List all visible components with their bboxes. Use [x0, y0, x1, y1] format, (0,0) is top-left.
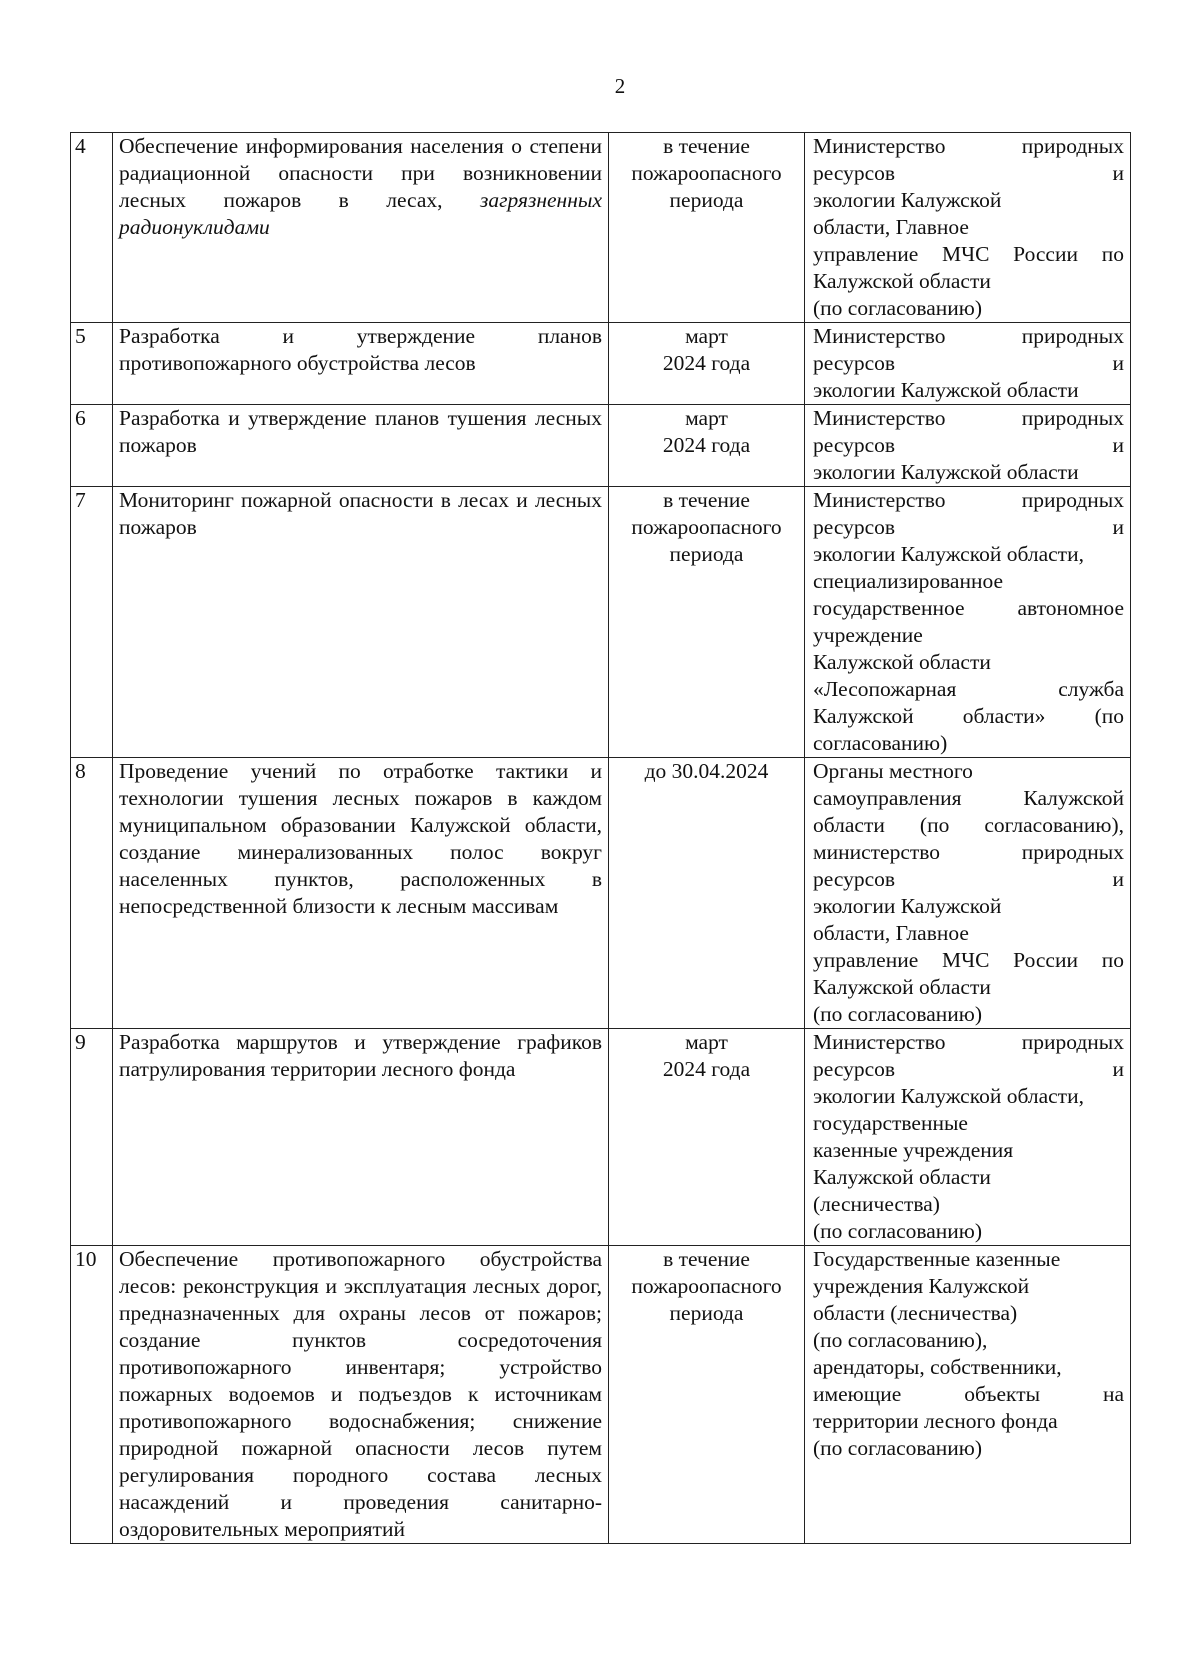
deadline-line: март	[685, 1030, 728, 1054]
responsible-line: области (лесничества)	[813, 1301, 1018, 1325]
responsible-party	[805, 323, 1131, 405]
deadline-line: 2024 года	[662, 351, 751, 375]
responsible-line: территории лесного фонда	[813, 1409, 1058, 1433]
task-text-italic: загрязненных радионуклидами	[119, 188, 602, 239]
row-number: 6	[71, 405, 113, 487]
task-description	[113, 1246, 609, 1544]
responsible-line: Калужской области	[813, 1165, 991, 1189]
responsible-line: экологии Калужской	[813, 188, 1002, 212]
responsible-line: учреждения Калужской	[813, 1274, 1030, 1298]
responsible-line: согласованию)	[813, 731, 948, 755]
table-row	[71, 487, 1131, 758]
task-description	[113, 133, 609, 323]
responsible-line: экологии Калужской области	[813, 460, 1079, 484]
responsible-line: области, Главное	[813, 215, 969, 239]
deadline-line: в течение	[663, 488, 750, 512]
row-number: 4	[71, 133, 113, 323]
responsible-line: учреждение	[813, 623, 923, 647]
responsible-line: (по согласованию)	[813, 1002, 983, 1026]
deadline-line: март	[685, 324, 728, 348]
table-row	[71, 758, 1131, 1029]
responsible-line: Министерство природных	[813, 488, 1124, 512]
activities-table	[70, 132, 1131, 1544]
responsible-line: специализированное	[813, 569, 1004, 593]
responsible-line: имеющие объекты на	[813, 1382, 1124, 1406]
table-row	[71, 405, 1131, 487]
task-text: Проведение учений по отработке тактики и технологии тушения лесных пожаров в каждом муниципальном образовании Калужской области, создание минерализованных полос вокруг населенных пунктов, расположенных в непосредственной близости к лесным массивам	[119, 759, 602, 918]
responsible-line: Калужской области	[813, 975, 991, 999]
table-row	[71, 1246, 1131, 1544]
responsible-line: области (по согласованию),	[813, 813, 1124, 837]
row-number: 8	[71, 758, 113, 1029]
responsible-line: ресурсов и	[813, 161, 1124, 185]
responsible-line: (по согласованию),	[813, 1328, 988, 1352]
task-text: Мониторинг пожарной опасности в лесах и лесных пожаров	[119, 488, 602, 539]
responsible-line: управление МЧС России по	[813, 948, 1124, 972]
responsible-line: (по согласованию)	[813, 1219, 983, 1243]
deadline-line: периода	[669, 1301, 744, 1325]
task-text: Обеспечение противопожарного обустройства лесов: реконструкция и эксплуатация лесных дорог, предназначенных для охраны лесов от пожаров; создание пунктов сосредоточения противопожарного инвентаря; устройство пожарных водоемов и подъездов к источникам противопожарного водоснабжения; снижение природной пожарной опасности лесов путем регулирования породного состава лесных насаждений и проведения санитарно-оздоровительных мероприятий	[119, 1247, 602, 1541]
deadline	[609, 1029, 805, 1246]
deadline-line: 2024 года	[662, 1057, 751, 1081]
row-number: 10	[71, 1246, 113, 1544]
row-number: 5	[71, 323, 113, 405]
deadline	[609, 487, 805, 758]
responsible-line: экологии Калужской области	[813, 378, 1079, 402]
responsible-line: Министерство природных	[813, 406, 1124, 430]
task-text: Разработка и утверждение планов тушения лесных пожаров	[119, 406, 602, 457]
responsible-line: Калужской области» (по	[813, 704, 1124, 728]
deadline-line: пожароопасного	[631, 161, 782, 185]
deadline	[609, 758, 805, 1029]
responsible-line: ресурсов и	[813, 515, 1124, 539]
responsible-line: ресурсов и	[813, 351, 1124, 375]
responsible-line: Государственные казенные	[813, 1247, 1061, 1271]
table-row	[71, 133, 1131, 323]
table-row	[71, 323, 1131, 405]
responsible-party	[805, 758, 1131, 1029]
task-description	[113, 405, 609, 487]
row-number: 9	[71, 1029, 113, 1246]
responsible-party	[805, 1246, 1131, 1544]
deadline	[609, 133, 805, 323]
responsible-line: министерство природных	[813, 840, 1124, 864]
responsible-line: (по согласованию)	[813, 296, 983, 320]
responsible-line: области, Главное	[813, 921, 969, 945]
responsible-line: экологии Калужской области,	[813, 1084, 1084, 1108]
responsible-party	[805, 405, 1131, 487]
responsible-party	[805, 133, 1131, 323]
task-text: Разработка и утверждение планов противопожарного обустройства лесов	[119, 324, 602, 375]
responsible-line: Министерство природных	[813, 1030, 1124, 1054]
responsible-line: Министерство природных	[813, 324, 1124, 348]
deadline-line: периода	[669, 188, 744, 212]
table-body	[71, 133, 1131, 1544]
responsible-line: ресурсов и	[813, 1057, 1124, 1081]
deadline	[609, 405, 805, 487]
responsible-line: казенные учреждения	[813, 1138, 1014, 1162]
responsible-line: (лесничества)	[813, 1192, 940, 1216]
responsible-line: арендаторы, собственники,	[813, 1355, 1062, 1379]
task-description	[113, 487, 609, 758]
responsible-party	[805, 1029, 1131, 1246]
deadline-line: март	[685, 406, 728, 430]
responsible-line: Калужской области	[813, 650, 991, 674]
responsible-line: Министерство природных	[813, 134, 1124, 158]
deadline	[609, 1246, 805, 1544]
task-description	[113, 758, 609, 1029]
deadline-line: 2024 года	[662, 433, 751, 457]
deadline-line: пожароопасного	[631, 515, 782, 539]
deadline-line: в течение	[663, 134, 750, 158]
task-text: Разработка маршрутов и утверждение графиков патрулирования территории лесного фонда	[119, 1030, 602, 1081]
page-number: 2	[614, 74, 626, 98]
table-row	[71, 1029, 1131, 1246]
responsible-line: экологии Калужской области,	[813, 542, 1084, 566]
responsible-line: государственное автономное	[813, 596, 1124, 620]
row-number: 7	[71, 487, 113, 758]
responsible-line: ресурсов и	[813, 433, 1124, 457]
responsible-line: самоуправления Калужской	[813, 786, 1124, 810]
responsible-line: экологии Калужской	[813, 894, 1002, 918]
task-description	[113, 1029, 609, 1246]
task-text: Обеспечение информирования населения о степени радиационной опасности при возникновении лесных пожаров в лесах,	[119, 134, 602, 212]
deadline-line: периода	[669, 542, 744, 566]
responsible-line: ресурсов и	[813, 867, 1124, 891]
responsible-line: «Лесопожарная служба	[813, 677, 1124, 701]
deadline-line: в течение	[663, 1247, 750, 1271]
responsible-line: государственные	[813, 1111, 968, 1135]
deadline-line: до 30.04.2024	[644, 759, 769, 783]
responsible-line: Органы местного	[813, 759, 973, 783]
responsible-line: (по согласованию)	[813, 1436, 983, 1460]
responsible-line: управление МЧС России по	[813, 242, 1124, 266]
deadline	[609, 323, 805, 405]
deadline-line: пожароопасного	[631, 1274, 782, 1298]
task-description	[113, 323, 609, 405]
responsible-party	[805, 487, 1131, 758]
responsible-line: Калужской области	[813, 269, 991, 293]
